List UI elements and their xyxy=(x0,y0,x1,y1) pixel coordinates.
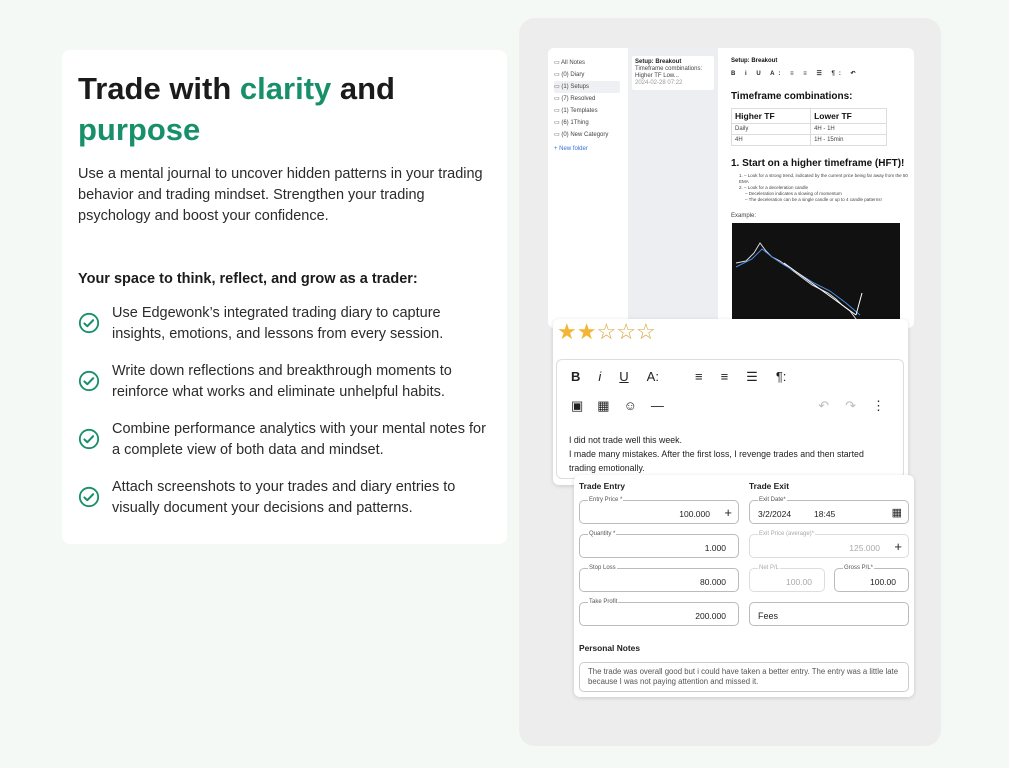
gross-pl-field[interactable]: Gross P/L* 100.00 xyxy=(834,568,909,592)
entry-price-field[interactable]: Entry Price * 100.000 + xyxy=(579,500,739,524)
font-size-icon[interactable]: A: xyxy=(646,369,659,384)
diary-text[interactable]: I did not trade well this week. I made many mistakes. After the first loss, I revenge trades and then started trading emotionally. xyxy=(569,435,864,473)
candlestick-chart-image xyxy=(732,223,900,328)
doc-toolbar[interactable]: B i U A: ≡ ≡ ☰ ¶: ↶ xyxy=(731,71,860,77)
page-title: Trade with clarity and purpose xyxy=(78,71,395,147)
timeframe-table: Higher TF Lower TF Daily 4H - 1H 4H 1H - 15min xyxy=(731,108,887,146)
feature-item: Attach screenshots to your trades and diary entries to visually document your decisions and patterns. xyxy=(78,477,491,519)
sidebar-item-setups[interactable]: ▭ (1) Setups xyxy=(554,81,620,93)
star-icon-empty[interactable]: ☆ xyxy=(635,319,656,344)
align-center-icon[interactable]: ≡ xyxy=(720,369,729,384)
star-rating[interactable] xyxy=(557,319,656,345)
check-circle-icon xyxy=(78,428,100,450)
new-folder-link[interactable]: + New folder xyxy=(554,146,588,152)
editor-toolbar-row1 xyxy=(571,369,786,385)
table-icon[interactable]: ▦ xyxy=(597,398,610,413)
star-icon-filled[interactable]: ★ xyxy=(576,319,597,344)
list-item[interactable]: Setup: Breakout Timeframe combinations: Higher TF Low... 2024-02-28 07:22 xyxy=(632,56,714,90)
star-icon-empty[interactable]: ☆ xyxy=(616,319,636,344)
more-icon[interactable]: ⋮ xyxy=(872,398,885,413)
check-circle-icon xyxy=(78,486,100,508)
example-label: Example: xyxy=(731,213,757,219)
diary-editor-window xyxy=(553,319,908,485)
notes-sidebar xyxy=(548,48,626,328)
exit-price-field[interactable]: Exit Price (average)* 125.000 + xyxy=(749,534,909,558)
check-circle-icon xyxy=(78,312,100,334)
editor-toolbar-row2 xyxy=(571,398,664,414)
trade-form-window xyxy=(574,475,914,697)
sidebar-item-resolved[interactable]: ▭ (7) Resolved xyxy=(554,96,596,102)
doc-heading: Timeframe combinations: xyxy=(731,91,853,102)
doc-section-heading: 1. Start on a higher timeframe (HFT)! xyxy=(731,158,905,169)
feature-item: Use Edgewonk’s integrated trading diary to capture insights, emotions, and lessons from every session. xyxy=(78,303,491,345)
personal-notes-field[interactable]: The trade was overall good but i could have taken a better entry. The entry was a little late because I was not paying attention and missed it. xyxy=(579,662,909,692)
history-toolbar xyxy=(818,398,885,414)
chart-screenshot-image xyxy=(732,223,900,328)
list-icon[interactable]: ☰ xyxy=(746,369,758,384)
redo-icon[interactable]: ↷ xyxy=(845,398,856,413)
image-icon[interactable]: ▣ xyxy=(571,398,584,413)
quantity-field[interactable]: Quantity * 1.000 xyxy=(579,534,739,558)
trade-entry-heading: Trade Entry xyxy=(579,481,626,491)
horizontal-rule-icon[interactable]: — xyxy=(650,398,664,413)
star-icon-empty[interactable]: ☆ xyxy=(596,319,617,344)
feature-item: Combine performance analytics with your mental notes for a complete view of both data and mindset. xyxy=(78,419,491,461)
feature-item: Write down reflections and breakthrough moments to reinforce what works and eliminate unhelpful habits. xyxy=(78,361,491,403)
subheading: Your space to think, reflect, and grow as a trader: xyxy=(78,271,418,287)
star-icon-filled[interactable]: ★ xyxy=(557,319,577,344)
personal-notes-heading: Personal Notes xyxy=(579,643,640,653)
emoji-icon[interactable]: ☺ xyxy=(623,398,637,413)
sidebar-item-all-notes[interactable]: ▭ All Notes xyxy=(554,60,586,66)
italic-icon[interactable]: i xyxy=(598,369,602,384)
exit-date-field[interactable]: Exit Date* 3/2/2024 18:45 ▦ xyxy=(749,500,909,524)
trade-exit-heading: Trade Exit xyxy=(749,481,790,491)
doc-points: 1. – Look for a strong trend, indicated by the current price being far away from the 50 EMA 2. – Look for a deceleration candle – Deceleration indicates a slowing of momentum – The deceleration can be a single candle or up to 4 candle patterns! xyxy=(739,173,908,202)
notes-list xyxy=(628,48,718,328)
feature-card xyxy=(62,50,507,544)
bold-icon[interactable]: B xyxy=(571,369,581,384)
lead-text: Use a mental journal to uncover hidden patterns in your trading behavior and trading mindset. Strengthen your trading psychology and boost your confidence. xyxy=(78,166,483,224)
align-left-icon[interactable]: ≡ xyxy=(694,369,703,384)
stop-loss-field[interactable]: Stop Loss 80.000 xyxy=(579,568,739,592)
check-circle-icon xyxy=(78,370,100,392)
sidebar-item-new-category[interactable]: ▭ (0) New Category xyxy=(554,132,609,138)
paragraph-icon[interactable]: ¶: xyxy=(775,369,787,384)
sidebar-item-diary[interactable]: ▭ (0) Diary xyxy=(554,72,585,78)
fees-field[interactable]: Fees xyxy=(749,602,909,626)
plus-icon[interactable]: + xyxy=(724,505,732,520)
plus-icon[interactable]: + xyxy=(894,539,902,554)
underline-icon[interactable]: U xyxy=(619,369,629,384)
notes-window xyxy=(548,48,914,328)
sidebar-item-1thing[interactable]: ▭ (6) 1Thing xyxy=(554,120,589,126)
net-pl-field[interactable]: Net P/L 100.00 xyxy=(749,568,825,592)
doc-title: Setup: Breakout xyxy=(731,58,778,64)
sidebar-item-templates[interactable]: ▭ (1) Templates xyxy=(554,108,598,114)
diary-editor xyxy=(556,359,904,479)
take-profit-field[interactable]: Take Profit 200.000 xyxy=(579,602,739,626)
undo-icon[interactable]: ↶ xyxy=(818,398,830,413)
calendar-icon[interactable]: ▦ xyxy=(891,507,902,519)
